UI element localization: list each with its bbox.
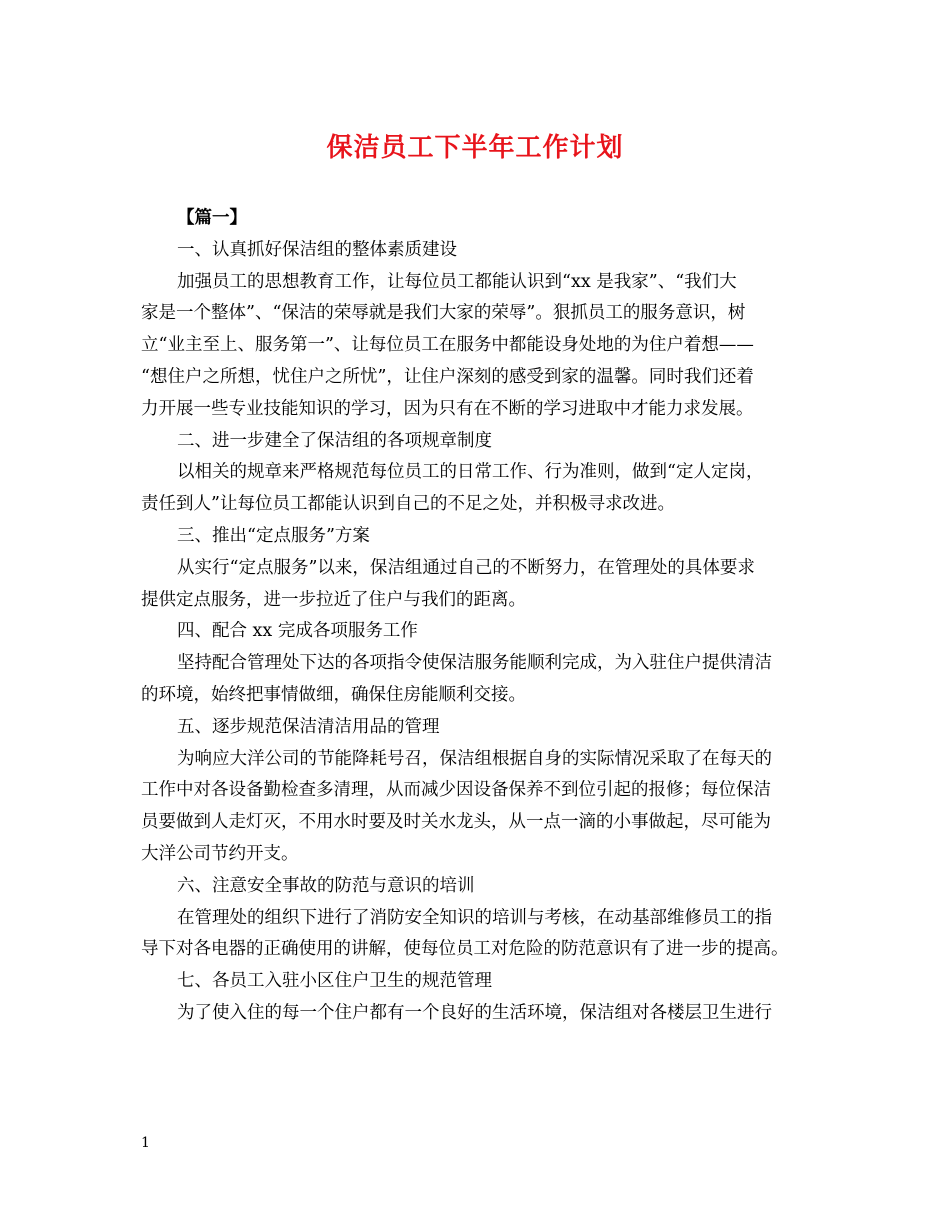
body-line: 从实行“定点服务”以来，保洁组通过自己的不断努力，在管理处的具体要求 <box>177 557 755 578</box>
body-line: 大洋公司节约开支。 <box>141 843 299 864</box>
body-line: 三、推出“定点服务”方案 <box>177 525 370 546</box>
body-line: 的环境，始终把事情做细，确保住房能顺利交接。 <box>141 684 526 705</box>
body-line: 加强员工的思想教育工作，让每位员工都能认识到“xx 是我家”、“我们大 <box>177 271 737 292</box>
body-line: 责任到人”让每位员工都能认识到自己的不足之处，并积极寻求改进。 <box>141 494 675 515</box>
body-line: 七、各员工入驻小区住户卫生的规范管理 <box>177 971 492 992</box>
body-line: 家是一个整体”、“保洁的荣辱就是我们大家的荣辱”。狠抓员工的服务意识，树 <box>141 303 746 324</box>
body-line: 五、逐步规范保洁清洁用品的管理 <box>177 716 440 737</box>
body-line: 在管理处的组织下进行了消防安全知识的培训与考核，在动基部维修员工的指 <box>177 907 772 928</box>
section-heading: 【篇一】 <box>177 208 247 228</box>
body-line: 一、认真抓好保洁组的整体素质建设 <box>177 239 457 260</box>
body-line: 员要做到人走灯灭，不用水时要及时关水龙头，从一点一滴的小事做起，尽可能为 <box>141 812 771 833</box>
body-line: “想住户之所想，忧住户之所忧”，让住户深刻的感受到家的温馨。同时我们还着 <box>141 366 754 387</box>
body-line: 二、进一步建全了保洁组的各项规章制度 <box>177 430 492 451</box>
body-line: 力开展一些专业技能知识的学习，因为只有在不断的学习进取中才能力求发展。 <box>141 398 754 419</box>
body-line: 四、配合 xx 完成各项服务工作 <box>177 621 418 642</box>
body-line: 立“业主至上、服务第一”、让每位员工在服务中都能设身处地的为住户着想—— <box>141 335 754 356</box>
page-number: 1 <box>141 1135 150 1151</box>
body-line: 为响应大洋公司的节能降耗号召，保洁组根据自身的实际情况采取了在每天的 <box>177 748 772 769</box>
body-line: 导下对各电器的正确使用的讲解，使每位员工对危险的防范意识有了进一步的提高。 <box>141 939 789 960</box>
body-line: 提供定点服务，进一步拉近了住户与我们的距离。 <box>141 589 526 610</box>
body-line: 以相关的规章来严格规范每位员工的日常工作、行为准则，做到“定人定岗， <box>177 462 764 483</box>
document-title: 保洁员工下半年工作计划 <box>326 133 624 163</box>
body-line: 工作中对各设备勤检查多清理，从而减少因设备保养不到位引起的报修；每位保洁 <box>141 780 771 801</box>
body-line: 坚持配合管理处下达的各项指令使保洁服务能顺利完成，为入驻住户提供清洁 <box>177 653 772 674</box>
document-body <box>141 203 817 1030</box>
body-line: 六、注意安全事故的防范与意识的培训 <box>177 875 475 896</box>
body-line: 为了使入住的每一个住户都有一个良好的生活环境，保洁组对各楼层卫生进行 <box>177 1002 772 1023</box>
